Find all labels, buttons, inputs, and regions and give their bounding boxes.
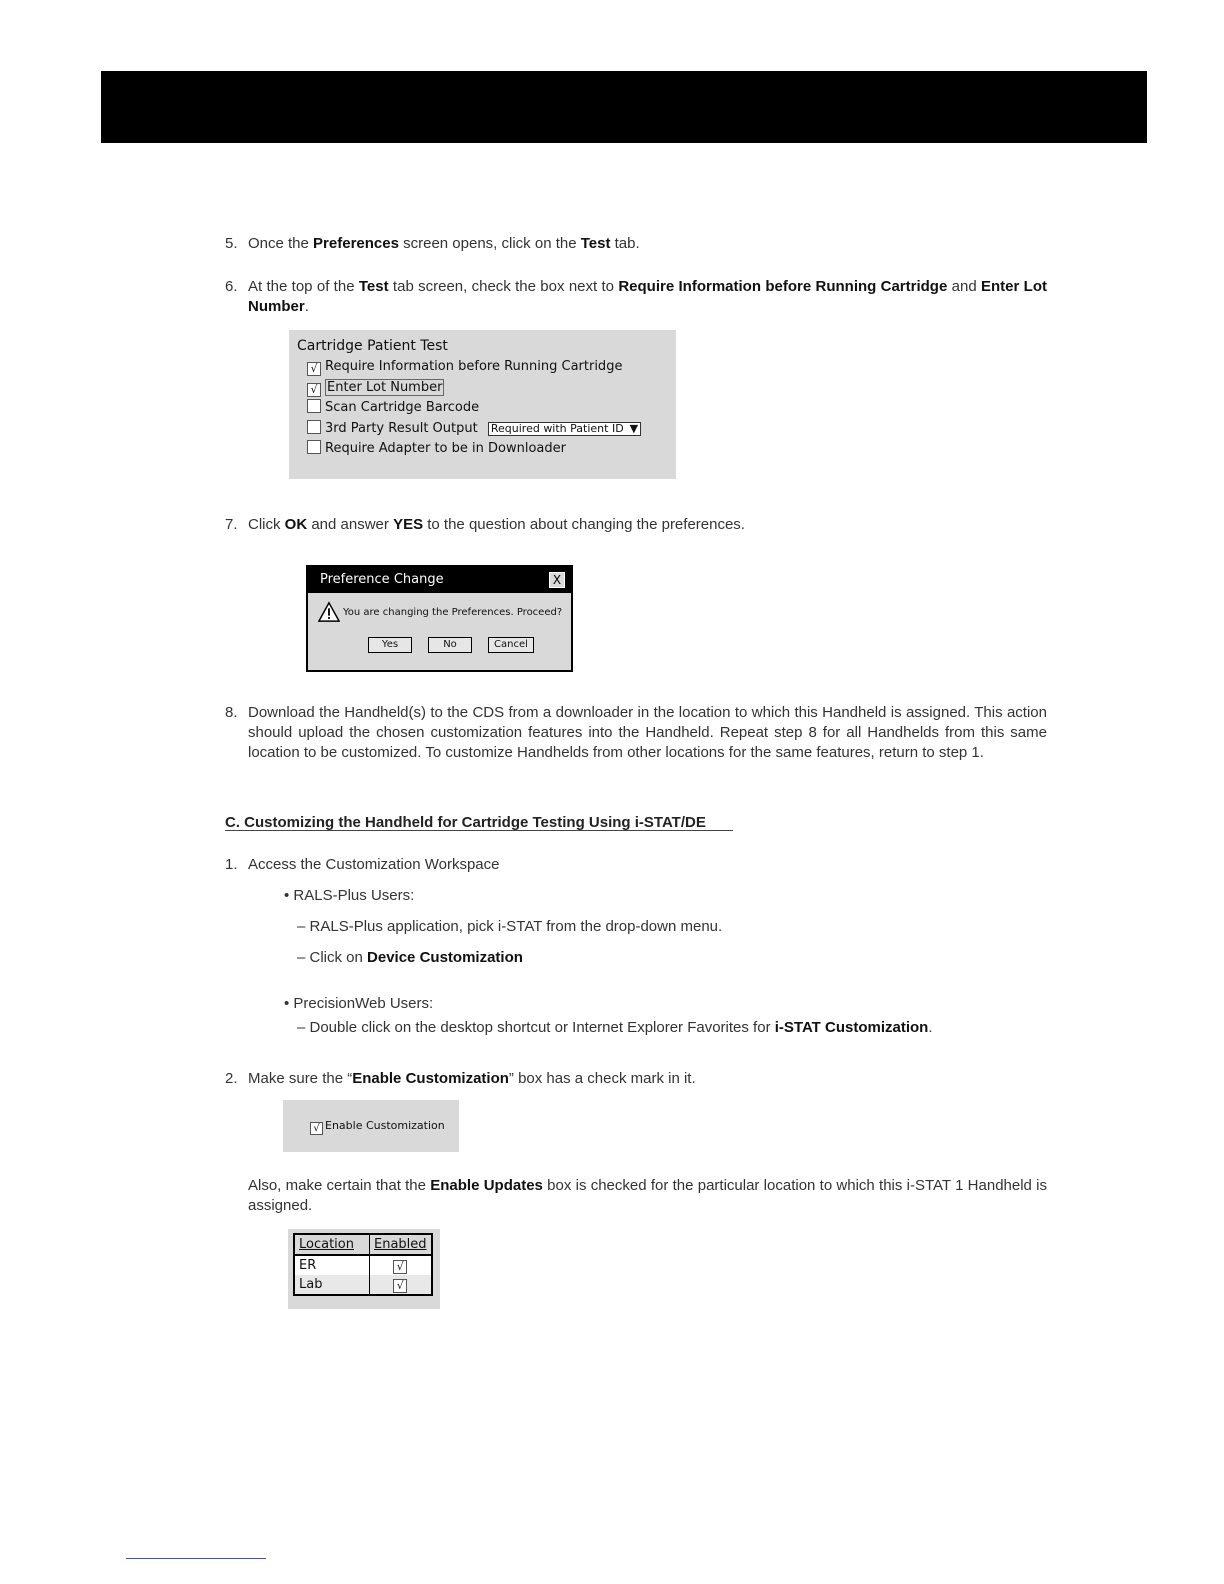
dialog-title-bar xyxy=(308,567,571,593)
c-step-1 xyxy=(225,855,1047,875)
enter-lot-checkbox[interactable]: √ xyxy=(307,383,321,397)
preference-change-dialog xyxy=(306,565,573,672)
step-number: 8. xyxy=(225,704,238,721)
location-header: Location xyxy=(294,1234,370,1255)
enter-lot-label: Enter Lot Number xyxy=(327,380,443,395)
location-table xyxy=(293,1233,433,1296)
enable-customization-label: Enable Customization xyxy=(325,1119,445,1132)
step-number: 7. xyxy=(225,516,238,533)
step-number: 5. xyxy=(225,235,238,252)
warning-icon xyxy=(318,601,340,623)
step-7 xyxy=(225,515,1047,535)
step-number: 6. xyxy=(225,278,238,295)
cartridge-patient-test-panel xyxy=(289,330,676,479)
require-info-label: Require Information before Running Cartridge xyxy=(325,359,623,374)
require-adapter-row[interactable] xyxy=(307,440,566,458)
scan-barcode-checkbox[interactable] xyxy=(307,399,321,413)
dialog-title: Preference Change xyxy=(320,572,444,587)
location-table-panel xyxy=(288,1229,440,1309)
location-cell: ER xyxy=(294,1255,370,1275)
enable-customization-checkbox[interactable]: √ xyxy=(310,1122,323,1135)
dialog-message: You are changing the Preferences. Proceed? xyxy=(318,601,562,624)
step-text: Download the Handheld(s) to the CDS from a downloader in the location to which this Handheld is assigned. This action should upload the chosen customization features into the Handheld. Repeat step 8 for all Handhelds from this same location to be customized. To customize Handhelds from other locations for the same features, return to step 1. xyxy=(248,704,1047,761)
step-6 xyxy=(225,277,1047,317)
enabled-checkbox[interactable]: √ xyxy=(393,1260,407,1274)
rals-plus-bullet: • RALS-Plus Users: xyxy=(284,887,415,904)
step-text: Once the Preferences screen opens, click on the Test tab. xyxy=(248,235,640,252)
scan-barcode-label: Scan Cartridge Barcode xyxy=(325,400,480,415)
enabled-checkbox[interactable]: √ xyxy=(393,1279,407,1293)
step-text: At the top of the Test tab screen, check the box next to Require Information before Running Cartridge and Enter Lot Number. xyxy=(248,278,1048,315)
chevron-down-icon[interactable]: ▼ xyxy=(629,422,639,435)
enable-customization-panel xyxy=(283,1100,459,1152)
step-8 xyxy=(225,703,1047,763)
scan-barcode-row[interactable] xyxy=(307,399,479,417)
header-bar xyxy=(101,71,1147,143)
enabled-header: Enabled xyxy=(370,1234,432,1255)
location-cell: Lab xyxy=(294,1275,370,1295)
require-adapter-label: Require Adapter to be in Downloader xyxy=(325,441,566,456)
require-info-row[interactable] xyxy=(307,358,622,376)
step-number: 1. xyxy=(225,856,238,873)
require-adapter-checkbox[interactable] xyxy=(307,440,321,454)
enter-lot-row[interactable] xyxy=(307,379,444,397)
enable-updates-note xyxy=(225,1176,1047,1216)
enabled-cell xyxy=(370,1275,432,1295)
rals-plus-step-2: – Click on Device Customization xyxy=(297,949,523,966)
table-row xyxy=(294,1275,432,1295)
close-icon[interactable]: X xyxy=(549,572,565,588)
yes-button[interactable]: Yes xyxy=(368,637,412,653)
step-number: 2. xyxy=(225,1070,238,1087)
third-party-row[interactable] xyxy=(307,420,641,438)
step-5 xyxy=(225,234,1047,254)
panel-title: Cartridge Patient Test xyxy=(297,338,448,354)
no-button[interactable]: No xyxy=(428,637,472,653)
require-info-checkbox[interactable]: √ xyxy=(307,362,321,376)
third-party-checkbox[interactable] xyxy=(307,420,321,434)
c-step-2 xyxy=(225,1069,1047,1089)
step-text: Make sure the “Enable Customization” box has a check mark in it. xyxy=(248,1070,696,1087)
step-text: Access the Customization Workspace xyxy=(248,856,500,873)
cancel-button[interactable]: Cancel xyxy=(488,637,534,653)
third-party-label: 3rd Party Result Output xyxy=(325,421,478,436)
footer-link-line xyxy=(126,1558,266,1559)
note-text: Also, make certain that the Enable Updates box is checked for the particular location to which this i-STAT 1 Handheld is assigned. xyxy=(248,1177,1047,1214)
enabled-cell xyxy=(370,1255,432,1275)
enable-customization-row[interactable] xyxy=(310,1119,445,1135)
table-header-row xyxy=(294,1234,432,1255)
section-c-heading: C. Customizing the Handheld for Cartridge Testing Using i-STAT/DE xyxy=(225,810,733,831)
table-row xyxy=(294,1255,432,1275)
rals-plus-step-1: – RALS-Plus application, pick i-STAT from the drop-down menu. xyxy=(297,918,723,935)
output-select[interactable]: Required with Patient ID ▼ xyxy=(488,422,641,436)
step-text: Click OK and answer YES to the question about changing the preferences. xyxy=(248,516,745,533)
precisionweb-bullet: • PrecisionWeb Users: xyxy=(284,995,434,1012)
precisionweb-step: – Double click on the desktop shortcut or Internet Explorer Favorites for i-STAT Customization. xyxy=(297,1019,933,1036)
